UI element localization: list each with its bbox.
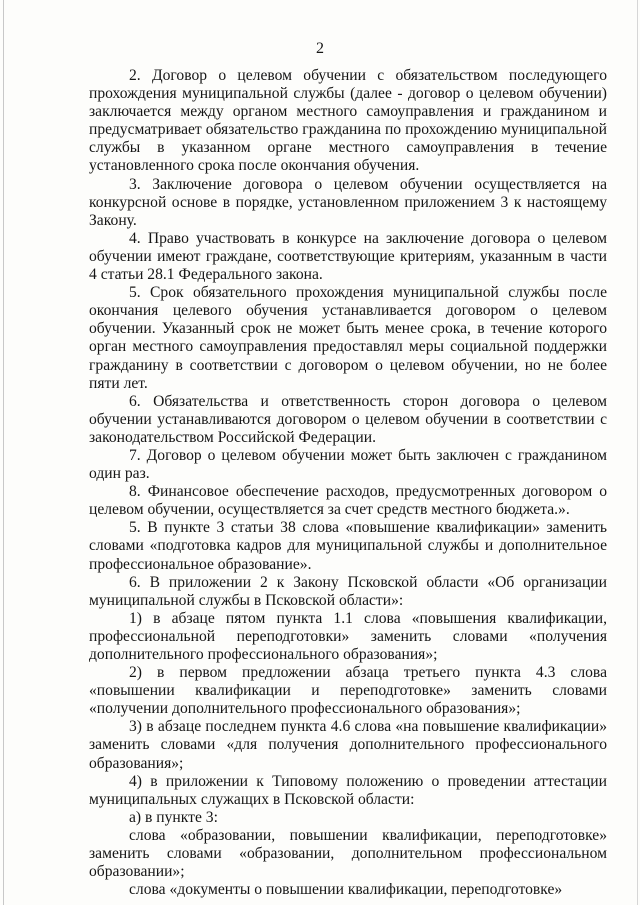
page-number: 2: [316, 40, 324, 57]
paragraph: слова «документы о повышении квалификации, переподготовке»: [129, 881, 563, 899]
paragraph: 8. Финансовое обеспечение расходов, предусмотренных договором о целевом обучении, осуществляется за счет средств местного бюджета.».: [89, 483, 607, 519]
paragraph: 6. В приложении 2 к Закону Псковской области «Об организации муниципальной службы в Псковской области»:: [89, 573, 607, 609]
paragraph: 2) в первом предложении абзаца третьего пункта 4.3 слова «повышении квалификации и переподготовке» заменить словами «получении дополнительного профессионального образования»;: [89, 664, 607, 718]
paragraph: а) в пункте 3:: [129, 808, 218, 826]
page-edge-left: [3, 0, 4, 905]
paragraph: 3. Заключение договора о целевом обучении осуществляется на конкурсной основе в порядке, установленном приложением 3 к настоящему Закону.: [89, 175, 607, 229]
paragraph: 5. Срок обязательного прохождения муниципальной службы после окончания целевого обучения устанавливается договором о целевом обучении. Указанный срок не может быть менее срока, в течение которого орган местного самоуправления предоставлял меры социальной поддержки гражданину в соответствии с договором о целевом обучении, но не более пяти лет.: [89, 284, 607, 392]
paragraph: 6. Обязательства и ответственность сторон договора о целевом обучении устанавливаются договором о целевом обучении в соответствии с законодательством Российской Федерации.: [89, 392, 607, 446]
paragraph: 1) в абзаце пятом пункта 1.1 слова «повышения квалификации, профессиональной переподготовки» заменить словами «получения дополнительного профессионального образования»;: [89, 609, 607, 663]
paragraph: 4) в приложении к Типовому положению о проведении аттестации муниципальных служащих в Псковской области:: [89, 772, 607, 808]
document-body: [89, 67, 607, 899]
paragraph: 7. Договор о целевом обучении может быть заключен с гражданином один раз.: [89, 446, 607, 483]
paragraph: 4. Право участвовать в конкурсе на заключение договора о целевом обучении имеют граждане, соответствующие критериям, указанным в части 4 статьи 28.1 Федерального закона.: [89, 229, 607, 284]
paragraph: 3) в абзаце последнем пункта 4.6 слова «на повышение квалификации» заменить словами «для получения дополнительного профессионального образования»;: [89, 718, 607, 772]
paragraph: 5. В пункте 3 статьи 38 слова «повышение квалификации» заменить словами «подготовка кадров для муниципальной службы и дополнительное профессиональное образование».: [89, 519, 607, 573]
paragraph: 2. Договор о целевом обучении с обязательством последующего прохождения муниципальной службы (далее - договор о целевом обучении) заключается между органом местного самоуправления и гражданином и предусматривает обязательство гражданина по прохождению муниципальной службы в указанном органе местного самоуправления в течение установленного срока после окончания обучения.: [89, 67, 607, 175]
paragraph: слова «образовании, повышении квалификации, переподготовке» заменить словами «образовании, дополнительном профессиональном образовании»;: [89, 826, 607, 881]
page-edge-right: [637, 0, 638, 905]
